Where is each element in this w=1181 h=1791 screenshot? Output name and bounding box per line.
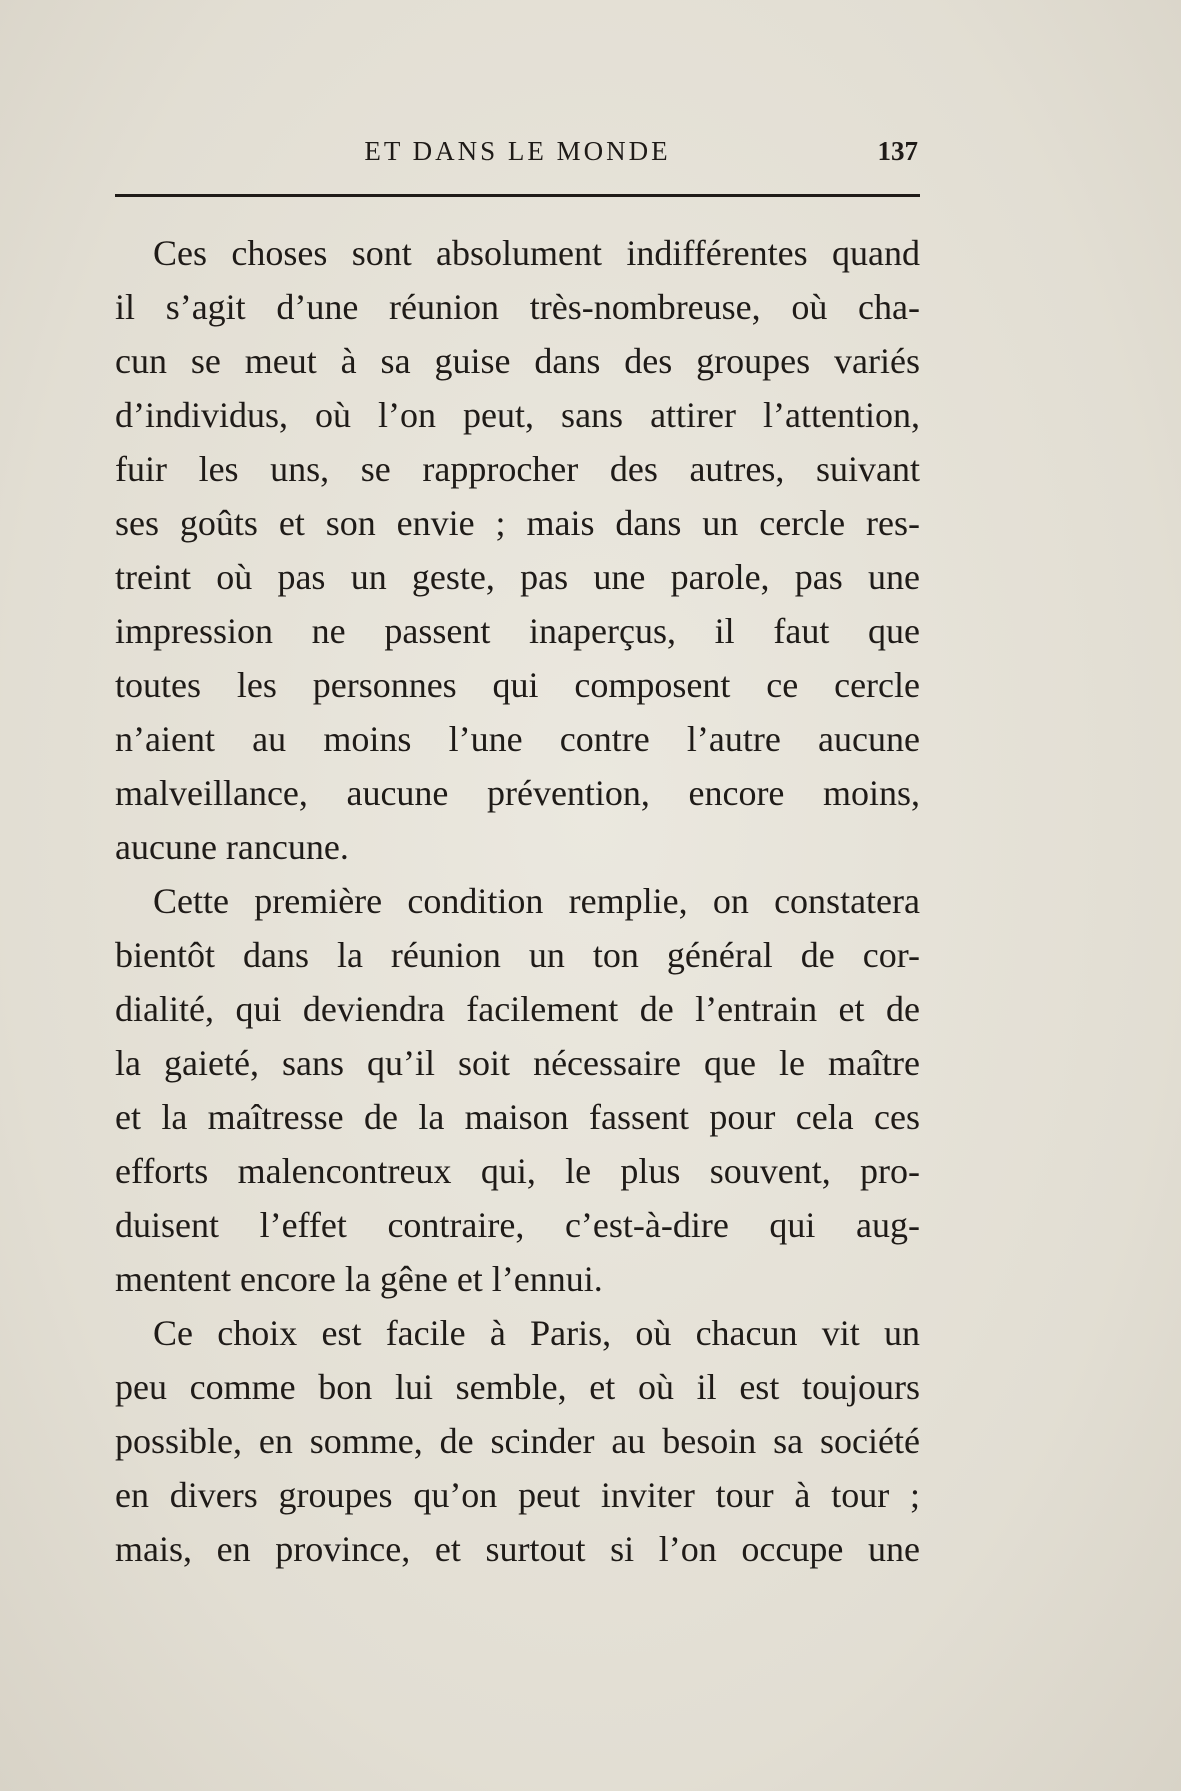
text-line: mais, en province, et surtout si l’on occupe une bbox=[115, 1529, 920, 1569]
text-line: peu comme bon lui semble, et où il est toujours bbox=[115, 1367, 920, 1407]
text-line: Ce choix est facile à Paris, où chacun vit un bbox=[153, 1313, 920, 1353]
paragraph bbox=[115, 226, 920, 874]
text-line: possible, en somme, de scinder au besoin sa société bbox=[115, 1421, 920, 1461]
text-line: dialité, qui deviendra facilement de l’entrain et de bbox=[115, 989, 920, 1029]
text-line: bientôt dans la réunion un ton général de cor- bbox=[115, 935, 920, 975]
text-line: la gaieté, sans qu’il soit nécessaire que le maître bbox=[115, 1043, 920, 1083]
text-line: en divers groupes qu’on peut inviter tour à tour ; bbox=[115, 1475, 920, 1515]
text-line: toutes les personnes qui composent ce cercle bbox=[115, 665, 920, 705]
text-line: mentent encore la gêne et l’ennui. bbox=[115, 1259, 603, 1299]
running-header bbox=[115, 132, 920, 172]
text-line: n’aient au moins l’une contre l’autre aucune bbox=[115, 719, 920, 759]
text-line: ses goûts et son envie ; mais dans un cercle res- bbox=[115, 503, 920, 543]
text-line: il s’agit d’une réunion très-nombreuse, où cha- bbox=[115, 287, 920, 327]
text-line: Ces choses sont absolument indifférentes quand bbox=[153, 233, 920, 273]
text-line: d’individus, où l’on peut, sans attirer l’attention, bbox=[115, 395, 920, 435]
text-line: malveillance, aucune prévention, encore moins, bbox=[115, 773, 920, 813]
text-line: cun se meut à sa guise dans des groupes variés bbox=[115, 341, 920, 381]
body-text bbox=[115, 226, 920, 1576]
paragraph bbox=[115, 874, 920, 1306]
header-rule bbox=[115, 194, 920, 197]
text-line: fuir les uns, se rapprocher des autres, suivant bbox=[115, 449, 920, 489]
text-line: aucune rancune. bbox=[115, 827, 349, 867]
page-number: 137 bbox=[877, 136, 918, 166]
text-line: efforts malencontreux qui, le plus souvent, pro- bbox=[115, 1151, 920, 1191]
text-line: treint où pas un geste, pas une parole, pas une bbox=[115, 557, 920, 597]
text-line: et la maîtresse de la maison fassent pour cela ces bbox=[115, 1097, 920, 1137]
text-line: duisent l’effet contraire, c’est-à-dire qui aug- bbox=[115, 1205, 920, 1245]
text-line: impression ne passent inaperçus, il faut que bbox=[115, 611, 920, 651]
running-title: ET DANS LE MONDE bbox=[364, 136, 671, 166]
paragraph bbox=[115, 1306, 920, 1576]
text-line: Cette première condition remplie, on constatera bbox=[153, 881, 920, 921]
